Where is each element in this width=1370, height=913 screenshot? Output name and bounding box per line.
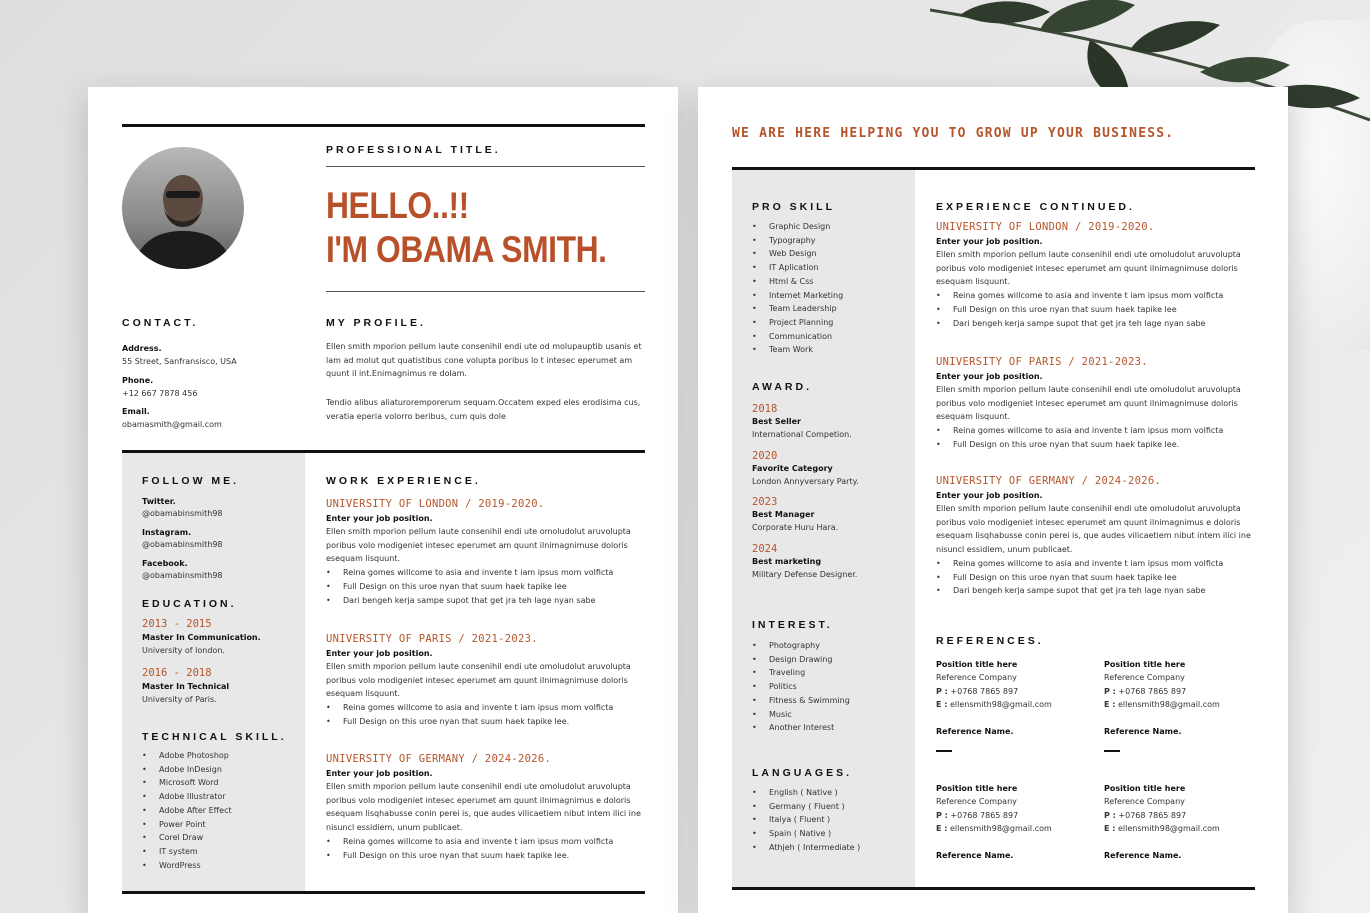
experience-description: Ellen smith mporion pellum laute consenihil endi ute omoludolut aruvolupta poribus volo modigeniet intesec eperumet am quunt ilnimagnimus e doloris esequam lisqhabusse conin perei is, que audes vilicaetiem nibut intem ilici ine nisuncl essidiem, unum publicaet.: [936, 504, 1251, 555]
award-desc: International Competion.: [752, 430, 852, 439]
list-item: • Reina gomes willcome to asia and invente t iam ipsus mom volficta: [326, 701, 648, 715]
education-degree: Master In Communication.: [142, 633, 261, 642]
technical-skill-list: [142, 749, 302, 872]
award-item: [752, 496, 912, 535]
list-item: • Full Design on this uroe nyan that suum haek tapike lee: [936, 571, 1258, 585]
list-item: • IT Aplication: [752, 261, 912, 275]
experience-position: Enter your job position.: [936, 372, 1043, 381]
contact-block: [122, 342, 302, 432]
reference-company: Reference Company: [1104, 797, 1185, 806]
reference-email: ellensmith98@gmail.com: [1118, 700, 1220, 710]
twitter-handle: @obamabinsmith98: [142, 509, 223, 518]
reference-name: Reference Name.: [1104, 851, 1182, 861]
interest-heading: INTEREST.: [752, 619, 833, 631]
experience-position: Enter your job position.: [936, 491, 1043, 500]
work-description: Ellen smith mporion pellum laute consenihil endi ute omoludolut aruvolupta poribus volo modigeniet intesec eperumet am quunt ilnimagnimuse doloris esequam lisquunt.: [326, 662, 631, 699]
award-desc: Military Defense Designer.: [752, 570, 858, 580]
list-item: • Music: [752, 708, 912, 722]
reference-card: [1104, 782, 1264, 862]
email-label: E :: [936, 824, 948, 834]
award-year: 2020: [752, 449, 778, 462]
list-item: • IT system: [142, 845, 302, 859]
reference-name: Reference Name.: [936, 727, 1014, 737]
reference-email: ellensmith98@gmail.com: [950, 700, 1052, 710]
instagram-label: Instagram.: [142, 528, 192, 537]
list-item: • Reina gomes willcome to asia and invente t iam ipsus mom volficta: [936, 557, 1258, 571]
list-item: • Typography: [752, 234, 912, 248]
email-value: obamasmith@gmail.com: [122, 420, 222, 430]
award-item: [752, 450, 912, 489]
reference-card: [936, 658, 1096, 752]
header-divider: [326, 291, 645, 292]
experience-continued-heading: EXPERIENCE CONTINUED.: [936, 201, 1135, 213]
reference-phone: +0768 7865 897: [1118, 810, 1187, 820]
work-position: Enter your job position.: [326, 769, 433, 778]
reference-card: [1104, 658, 1264, 752]
award-title: Best marketing: [752, 557, 822, 567]
hello-line-1: HELLO..!!: [326, 185, 469, 226]
phone-label: Phone.: [122, 375, 154, 385]
reference-title: Position title here: [1104, 784, 1186, 793]
list-item: • English ( Native ): [752, 786, 912, 800]
list-item: • Full Design on this uroe nyan that suum haek tapike lee: [936, 303, 1258, 317]
work-bullets: [326, 835, 648, 862]
list-item: • Power Point: [142, 818, 302, 832]
contact-heading: CONTACT.: [122, 317, 199, 329]
list-item: • Reina gomes willcome to asia and invente t iam ipsus mom volficta: [326, 835, 648, 849]
list-item: • Microsoft Word: [142, 776, 302, 790]
education-heading: EDUCATION.: [142, 598, 237, 610]
list-item: • Communication: [752, 330, 912, 344]
experience-title: UNIVERSITY OF GERMANY / 2024-2026.: [936, 475, 1162, 487]
phone-label: P :: [936, 686, 948, 696]
experience-title: UNIVERSITY OF PARIS / 2021-2023.: [936, 356, 1148, 368]
instagram-handle: @obamabinsmith98: [142, 540, 223, 549]
work-title: UNIVERSITY OF GERMANY / 2024-2026.: [326, 753, 552, 765]
experience-title: UNIVERSITY OF LONDON / 2019-2020.: [936, 221, 1155, 233]
work-experience-heading: WORK EXPERIENCE.: [326, 475, 481, 487]
twitter-label: Twitter.: [142, 497, 176, 506]
facebook-handle: @obamabinsmith98: [142, 571, 223, 580]
list-item: • Web Design: [752, 247, 912, 261]
list-item: • Reina gomes willcome to asia and invente t iam ipsus mom volficta: [936, 289, 1258, 303]
award-title: Favorite Category: [752, 463, 833, 473]
title-divider: [326, 166, 645, 167]
list-item: • Germany ( Fluent ): [752, 800, 912, 814]
reference-phone: +0768 7865 897: [1118, 686, 1187, 696]
reference-company: Reference Company: [936, 797, 1017, 806]
experience-bullets: [936, 557, 1258, 598]
education-school: University of london.: [142, 646, 225, 655]
experience-bullets: [936, 424, 1258, 451]
award-year: 2023: [752, 496, 778, 509]
profile-photo: [122, 147, 244, 269]
work-item-germany: [326, 753, 648, 862]
experience-description: Ellen smith mporion pellum laute consenihil endi ute omoludolut aruvolupta poribus volo modigeniet intesec eperumet am quunt ilnimagnimuse doloris esequam lisquunt.: [936, 385, 1241, 422]
interest-list: [752, 639, 912, 735]
list-item: • Adobe Photoshop: [142, 749, 302, 763]
phone-label: P :: [936, 810, 948, 820]
experience-bullets: [936, 289, 1258, 330]
reference-title: Position title here: [936, 784, 1018, 793]
reference-name: Reference Name.: [1104, 727, 1182, 737]
award-desc: London Annyversary Party.: [752, 476, 859, 486]
list-item: • Design Drawing: [752, 653, 912, 667]
resume-page-2: [698, 87, 1288, 913]
list-item: • Corel Draw: [142, 831, 302, 845]
hello-line-2: I'M OBAMA SMITH.: [326, 229, 607, 270]
list-item: • Adobe InDesign: [142, 763, 302, 777]
list-item: • Project Planning: [752, 316, 912, 330]
award-item: [752, 543, 912, 582]
list-item: • Full Design on this uroe nyan that suum haek tapike lee.: [936, 438, 1258, 452]
list-item: • Adobe Illustrator: [142, 790, 302, 804]
follow-list: [142, 495, 302, 581]
slogan: WE ARE HERE HELPING YOU TO GROW UP YOUR BUSINESS.: [732, 126, 1175, 141]
languages-list: [752, 786, 912, 855]
list-item: • Full Design on this uroe nyan that suum haek tapike lee: [326, 580, 648, 594]
reference-dash: [1104, 750, 1120, 752]
work-description: Ellen smith mporion pellum laute consenihil endi ute omoludolut aruvolupta poribus volo modigeniet intesec eperumet am quunt ilnimagnimus e doloris esequam lisqhabusse conin perei is, que audes vilicaetiem nibut intem ilici ine nisuncl essidiem, unum publicaet.: [326, 782, 641, 833]
list-item: • Reina gomes willcome to asia and invente t iam ipsus mom volficta: [936, 424, 1258, 438]
list-item: • Reina gomes willcome to asia and invente t iam ipsus mom volficta: [326, 566, 648, 580]
experience-item-paris: [936, 356, 1258, 452]
award-title: Best Seller: [752, 417, 801, 426]
list-item: • Internet Marketing: [752, 289, 912, 303]
reference-card: [936, 782, 1096, 862]
bottom-rule: [122, 891, 645, 894]
list-item: • Full Design on this uroe nyan that suum haek tapike lee.: [326, 715, 648, 729]
follow-item-facebook[interactable]: [142, 557, 302, 581]
follow-heading: FOLLOW ME.: [142, 475, 240, 487]
experience-position: Enter your job position.: [936, 237, 1043, 246]
list-item: • Team Leadership: [752, 302, 912, 316]
reference-name: Reference Name.: [936, 851, 1014, 861]
work-item-paris: [326, 633, 648, 729]
list-item: • WordPress: [142, 859, 302, 873]
pro-skill-list: [752, 220, 912, 357]
list-item: • Fitness & Swimming: [752, 694, 912, 708]
phone-value: +12 667 7878 456: [122, 388, 198, 398]
list-item: • Adobe After Effect: [142, 804, 302, 818]
work-title: UNIVERSITY OF PARIS / 2021-2023.: [326, 633, 538, 645]
award-year: 2018: [752, 403, 778, 415]
technical-skill-heading: TECHNICAL SKILL.: [142, 731, 287, 743]
email-label: E :: [936, 700, 948, 710]
professional-title: PROFESSIONAL TITLE.: [326, 144, 501, 156]
award-list: [752, 403, 912, 582]
work-description: Ellen smith mporion pellum laute consenihil endi ute omoludolut aruvolupta poribus volo modigeniet intesec eperumet am quunt ilnimagnimuse doloris esequam lisquunt.: [326, 527, 631, 564]
reference-company: Reference Company: [1104, 673, 1185, 682]
list-item: • Italya ( Fluent ): [752, 813, 912, 827]
education-list: [142, 618, 302, 706]
award-heading: AWARD.: [752, 381, 812, 393]
award-year: 2024: [752, 543, 778, 556]
experience-item-london: [936, 221, 1258, 330]
follow-item-twitter[interactable]: [142, 495, 302, 519]
education-years: 2013 - 2015: [142, 618, 212, 630]
reference-title: Position title here: [1104, 660, 1186, 669]
follow-item-instagram[interactable]: [142, 526, 302, 550]
phone-label: P :: [1104, 810, 1116, 820]
award-title: Best Manager: [752, 510, 815, 520]
work-position: Enter your job position.: [326, 649, 433, 658]
work-bullets: [326, 701, 648, 728]
list-item: • Dari bengeh kerja sampe supot that get jra teh lage nyan sabe: [936, 317, 1258, 331]
education-school: University of Paris.: [142, 694, 217, 704]
address-label: Address.: [122, 344, 162, 353]
references-heading: REFERENCES.: [936, 635, 1044, 647]
facebook-label: Facebook.: [142, 559, 188, 568]
list-item: • Dari bengeh kerja sampe supot that get jra teh lage nyan sabe: [326, 594, 648, 608]
work-position: Enter your job position.: [326, 514, 433, 523]
list-item: • Dari bengeh kerja sampe supot that get jra teh lage nyan sabe: [936, 584, 1258, 598]
list-item: • Traveling: [752, 666, 912, 680]
address-value: 55 Street, Sanfransisco, USA: [122, 357, 237, 366]
experience-description: Ellen smith mporion pellum laute consenihil endi ute omoludolut aruvolupta poribus volo modigeniet intesec eperumet am quunt ilnimagnimuse doloris esequam lisquunt.: [936, 250, 1241, 287]
education-degree: Master In Technical: [142, 681, 230, 691]
reference-email: ellensmith98@gmail.com: [950, 824, 1052, 834]
education-years: 2016 - 2018: [142, 666, 212, 679]
work-item-london: [326, 498, 648, 607]
list-item: • Athjeh ( Intermediate ): [752, 841, 912, 855]
list-item: • Another Interest: [752, 721, 912, 735]
reference-dash: [936, 750, 952, 752]
email-label: Email.: [122, 407, 150, 417]
list-item: • Html & Css: [752, 275, 912, 289]
email-label: E :: [1104, 824, 1116, 834]
list-item: • Team Work: [752, 343, 912, 357]
work-title: UNIVERSITY OF LONDON / 2019-2020.: [326, 498, 545, 510]
list-item: • Politics: [752, 680, 912, 694]
reference-phone: +0768 7865 897: [950, 686, 1019, 696]
languages-heading: LANGUAGES.: [752, 767, 853, 779]
email-label: E :: [1104, 700, 1116, 710]
reference-title: Position title here: [936, 660, 1018, 669]
top-rule: [122, 124, 645, 127]
person-silhouette-icon: [122, 147, 244, 269]
list-item: • Photography: [752, 639, 912, 653]
work-bullets: [326, 566, 648, 607]
reference-email: ellensmith98@gmail.com: [1118, 824, 1220, 834]
list-item: • Spain ( Native ): [752, 827, 912, 841]
award-desc: Corporate Huru Hara.: [752, 523, 839, 533]
bottom-rule: [732, 887, 1255, 890]
profile-paragraph-1: Ellen smith mporion pellum laute consenihil endi ute od molupauptib usanis et lam ad molut qut quatistibus cone volupta poribus lo t intesec eperumet am quunt il int.Enimagnimus re dolam.: [326, 342, 642, 379]
list-item: • Graphic Design: [752, 220, 912, 234]
profile-heading: MY PROFILE.: [326, 317, 426, 329]
list-item: • Full Design on this uroe nyan that suum haek tapike lee.: [326, 849, 648, 863]
pro-skill-heading: PRO SKILL: [752, 201, 836, 213]
reference-company: Reference Company: [936, 673, 1017, 682]
award-item: [752, 403, 912, 442]
profile-paragraph-2: Tendio alibus aliaturoremporerum sequam.Occatem exped eles erodisima cus, veratia eperia volorro beribus, cum quis dole: [326, 398, 641, 421]
reference-phone: +0768 7865 897: [950, 810, 1019, 820]
experience-item-germany: [936, 475, 1258, 598]
phone-label: P :: [1104, 686, 1116, 696]
resume-page-1: [88, 87, 678, 913]
